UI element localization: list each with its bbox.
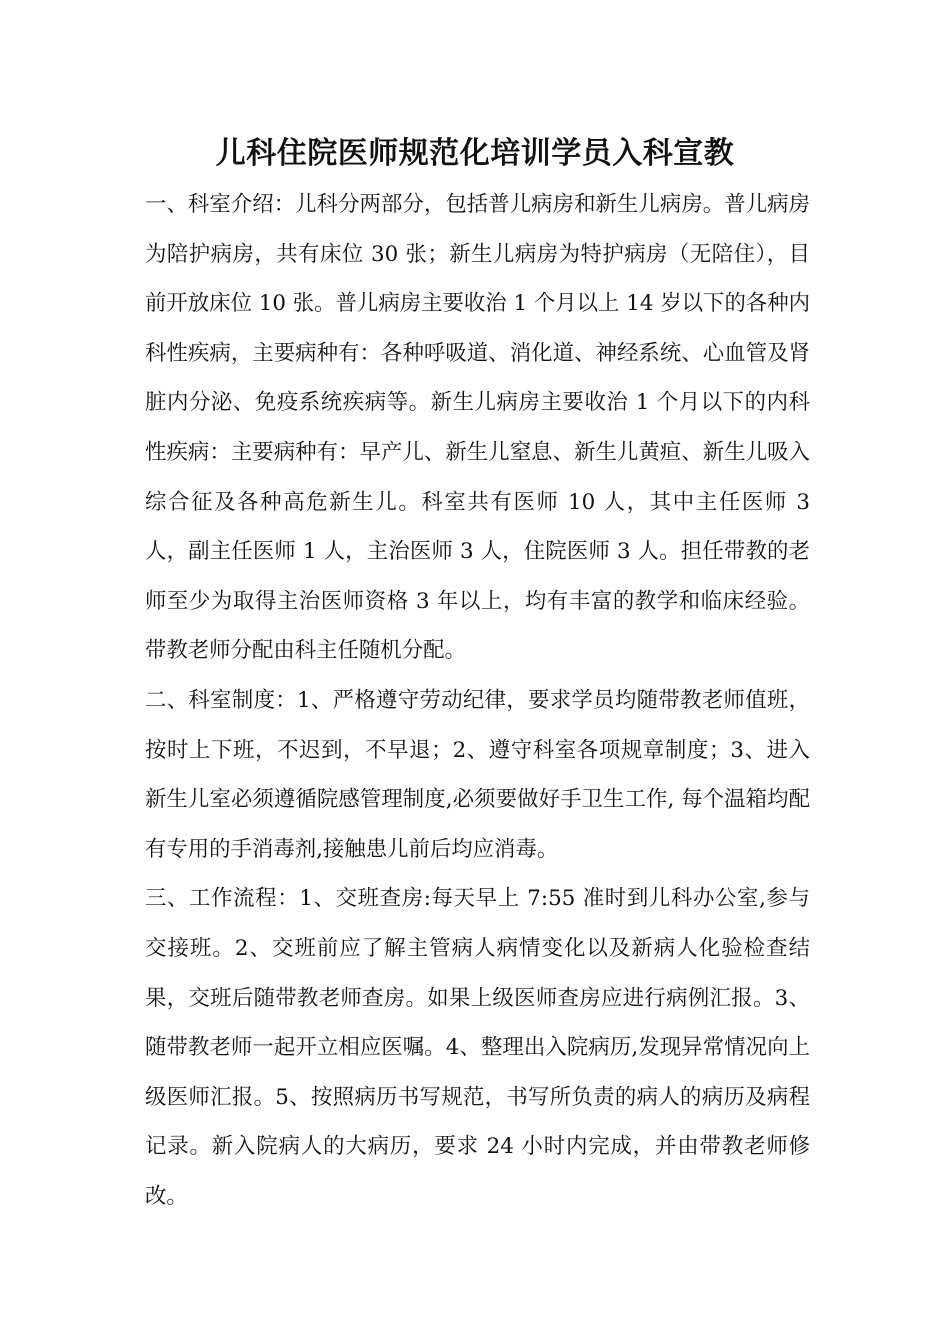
- document-body: [145, 180, 810, 1221]
- section-department-rules: 二、科室制度：1、严格遵守劳动纪律，要求学员均随带教老师值班，按时上下班，不迟到，不早退；2、遵守科室各项规章制度；3、进入新生儿室必须遵循院感管理制度,必须要做好手卫生工作, 每个温箱均配有专用的手消毒剂,接触患儿前后均应消毒。: [145, 687, 810, 862]
- section-department-intro: 一、科室介绍：儿科分两部分，包括普儿病房和新生儿病房。普儿病房为陪护病房，共有床位 30 张；新生儿病房为特护病房（无陪住），目前开放床位 10 张。普儿病房主要收治 1 个月以上 14 岁以下的各种内科性疾病，主要病种有：各种呼吸道、消化道、神经系统、心血管及肾脏内分泌、免疫系统疾病等。新生儿病房主要收治 1 个月以下的内科性疾病：主要病种有：早产儿、新生儿窒息、新生儿黄疸、新生儿吸入综合征及各种高危新生儿。科室共有医师 10 人，其中主任医师 3 人，副主任医师 1 人，主治医师 3 人，住院医师 3 人。担任带教的老师至少为取得主治医师资格 3 年以上，均有丰富的教学和临床经验。带教老师分配由科主任随机分配。: [145, 192, 811, 664]
- document-title: 儿科住院医师规范化培训学员入科宣教: [215, 136, 735, 171]
- section-work-process: 三、工作流程：1、交班查房:每天早上 7:55 准时到儿科办公室,参与交接班。2、交班前应了解主管病人病情变化以及新病人化验检查结果，交班后随带教老师查房。如果上级医师查房应进行病例汇报。3、随带教老师一起开立相应医嘱。4、整理出入院病历,发现异常情况向上级医师汇报。5、按照病历书写规范，书写所负责的病人的病历及病程记录。新入院病人的大病历，要求 24 小时内完成，并由带教老师修改。: [145, 886, 810, 1209]
